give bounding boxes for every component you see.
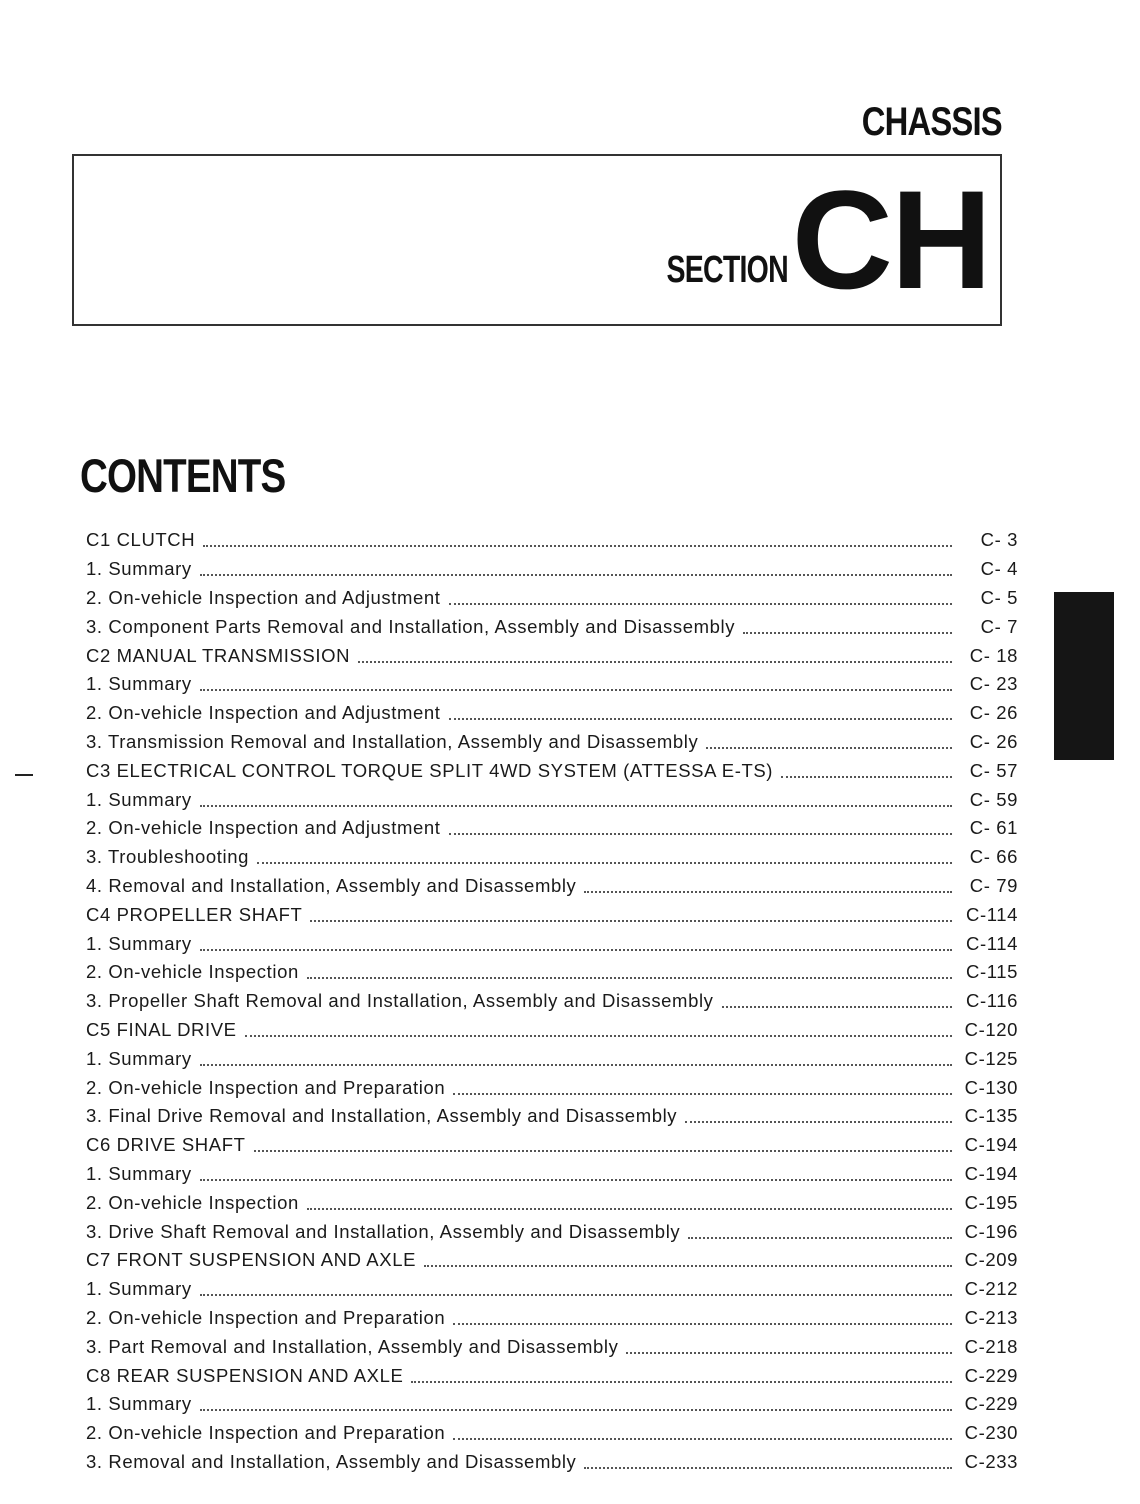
toc-entry-label: 3. Part Removal and Installation, Assembly and Disassembly xyxy=(86,1335,619,1357)
section-tab-marker xyxy=(1054,592,1114,760)
dot-leader xyxy=(449,833,952,835)
section-code: CH xyxy=(791,161,990,318)
toc-entry xyxy=(86,728,1018,757)
toc-entry xyxy=(86,756,1018,785)
toc-entry-page: C- 26 xyxy=(969,702,1018,724)
toc-entry-page: C-213 xyxy=(964,1306,1018,1328)
toc-entry-page: C- 3 xyxy=(980,529,1018,551)
toc-entry-page: C-116 xyxy=(965,990,1018,1012)
section-box xyxy=(72,154,1002,326)
toc-entry xyxy=(86,1131,1018,1160)
toc-entry xyxy=(86,1217,1018,1246)
dot-leader xyxy=(449,603,952,605)
dot-leader xyxy=(706,747,952,749)
toc-entry xyxy=(86,785,1018,814)
dot-leader xyxy=(245,1035,952,1037)
dot-leader xyxy=(688,1237,952,1239)
toc-entry xyxy=(86,1016,1018,1045)
section-label: SECTION xyxy=(666,249,788,291)
toc-entry xyxy=(86,1361,1018,1390)
dot-leader xyxy=(307,1208,952,1210)
dot-leader xyxy=(358,661,952,663)
toc-entry-label: 4. Removal and Installation, Assembly and Disassembly xyxy=(86,874,577,896)
toc-entry-page: C- 7 xyxy=(980,615,1018,637)
toc-entry-label: 2. On-vehicle Inspection and Preparation xyxy=(86,1306,446,1328)
dot-leader xyxy=(781,776,952,778)
toc-entry-label: 3. Drive Shaft Removal and Installation, Assembly and Disassembly xyxy=(86,1220,681,1242)
margin-mark xyxy=(15,774,33,776)
toc-entry-page: C-194 xyxy=(964,1162,1018,1184)
toc-entry-label: 1. Summary xyxy=(86,673,192,695)
toc-entry-page: C-114 xyxy=(965,932,1018,954)
toc-entry xyxy=(86,1275,1018,1304)
toc-entry-page: C-125 xyxy=(964,1047,1018,1069)
toc-entry-page: C- 5 xyxy=(980,586,1018,608)
toc-entry-label: 1. Summary xyxy=(86,558,192,580)
toc-entry-label: 1. Summary xyxy=(86,1393,192,1415)
toc-entry xyxy=(86,641,1018,670)
toc-entry xyxy=(86,555,1018,584)
toc-entry xyxy=(86,1188,1018,1217)
dot-leader xyxy=(449,718,952,720)
toc-entry xyxy=(86,1246,1018,1275)
dot-leader xyxy=(584,1467,952,1469)
contents-title: CONTENTS xyxy=(80,449,286,502)
dot-leader xyxy=(200,1294,952,1296)
toc-entry-page: C-229 xyxy=(964,1393,1018,1415)
dot-leader xyxy=(203,545,952,547)
toc-entry-page: C-229 xyxy=(964,1364,1018,1386)
toc-entry-label: 3. Troubleshooting xyxy=(86,846,250,868)
toc-entry xyxy=(86,814,1018,843)
toc-entry-page: C-120 xyxy=(964,1018,1018,1040)
toc-entry-page: C- 18 xyxy=(969,644,1018,666)
toc-entry-label: C1 CLUTCH xyxy=(86,529,196,551)
dot-leader xyxy=(424,1265,952,1267)
toc-entry-label: C8 REAR SUSPENSION AND AXLE xyxy=(86,1364,404,1386)
dot-leader xyxy=(453,1093,952,1095)
toc-entry xyxy=(86,1304,1018,1333)
toc-entry-label: 1. Summary xyxy=(86,1162,192,1184)
toc-entry-label: C7 FRONT SUSPENSION AND AXLE xyxy=(86,1249,417,1271)
toc-entry-page: C- 61 xyxy=(969,817,1018,839)
toc-entry xyxy=(86,1044,1018,1073)
dot-leader xyxy=(722,1006,952,1008)
toc-entry xyxy=(86,612,1018,641)
toc-entry xyxy=(86,1448,1018,1477)
toc-entry-page: C-135 xyxy=(964,1105,1018,1127)
dot-leader xyxy=(254,1150,952,1152)
toc-entry xyxy=(86,987,1018,1016)
dot-leader xyxy=(626,1352,952,1354)
toc-entry-label: 1. Summary xyxy=(86,1047,192,1069)
toc-entry xyxy=(86,699,1018,728)
toc-entry-label: 3. Transmission Removal and Installation, Assembly and Disassembly xyxy=(86,730,699,752)
dot-leader xyxy=(307,977,952,979)
toc-entry-page: C- 66 xyxy=(969,846,1018,868)
toc-entry-page: C-209 xyxy=(964,1249,1018,1271)
toc-entry-label: 2. On-vehicle Inspection and Preparation xyxy=(86,1422,446,1444)
toc-entry-label: 2. On-vehicle Inspection and Adjustment xyxy=(86,586,441,608)
dot-leader xyxy=(411,1381,952,1383)
toc-entry-page: C- 4 xyxy=(980,558,1018,580)
toc-entry xyxy=(86,1160,1018,1189)
toc-entry-label: 3. Final Drive Removal and Installation, Assembly and Disassembly xyxy=(86,1105,678,1127)
toc-entry-label: 2. On-vehicle Inspection xyxy=(86,1191,299,1213)
dot-leader xyxy=(584,891,952,893)
toc-entry xyxy=(86,958,1018,987)
toc-entry xyxy=(86,584,1018,613)
toc-entry xyxy=(86,526,1018,555)
toc-entry-label: C2 MANUAL TRANSMISSION xyxy=(86,644,351,666)
table-of-contents xyxy=(86,526,1018,1476)
dot-leader xyxy=(200,689,952,691)
toc-entry-page: C-196 xyxy=(964,1220,1018,1242)
toc-entry-page: C- 79 xyxy=(969,874,1018,896)
toc-entry-label: 3. Propeller Shaft Removal and Installation, Assembly and Disassembly xyxy=(86,990,714,1012)
toc-entry-page: C-218 xyxy=(964,1335,1018,1357)
toc-entry-page: C-195 xyxy=(964,1191,1018,1213)
dot-leader xyxy=(310,920,952,922)
toc-entry-label: 1. Summary xyxy=(86,932,192,954)
toc-entry xyxy=(86,670,1018,699)
toc-entry-page: C-130 xyxy=(964,1076,1018,1098)
dot-leader xyxy=(685,1121,952,1123)
dot-leader xyxy=(453,1438,952,1440)
toc-entry-page: C-114 xyxy=(965,903,1018,925)
toc-entry-page: C-233 xyxy=(964,1450,1018,1472)
dot-leader xyxy=(200,949,952,951)
toc-entry-page: C-194 xyxy=(964,1134,1018,1156)
dot-leader xyxy=(453,1323,952,1325)
toc-entry-label: C3 ELECTRICAL CONTROL TORQUE SPLIT 4WD SYSTEM (ATTESSA E-TS) xyxy=(86,759,774,781)
toc-entry-label: C4 PROPELLER SHAFT xyxy=(86,903,303,925)
dot-leader xyxy=(743,632,952,634)
toc-entry xyxy=(86,1073,1018,1102)
toc-entry-label: 2. On-vehicle Inspection and Adjustment xyxy=(86,702,441,724)
toc-entry-page: C-230 xyxy=(964,1422,1018,1444)
toc-entry xyxy=(86,1332,1018,1361)
toc-entry-label: 2. On-vehicle Inspection xyxy=(86,961,299,983)
toc-entry-label: 2. On-vehicle Inspection and Adjustment xyxy=(86,817,441,839)
dot-leader xyxy=(200,805,952,807)
toc-entry-label: 1. Summary xyxy=(86,788,192,810)
toc-entry-page: C- 23 xyxy=(969,673,1018,695)
toc-entry-label: 3. Component Parts Removal and Installation, Assembly and Disassembly xyxy=(86,615,736,637)
dot-leader xyxy=(200,1409,952,1411)
toc-entry-label: C6 DRIVE SHAFT xyxy=(86,1134,246,1156)
toc-entry-label: 1. Summary xyxy=(86,1278,192,1300)
dot-leader xyxy=(257,862,952,864)
toc-entry-page: C- 57 xyxy=(969,759,1018,781)
dot-leader xyxy=(200,1179,952,1181)
toc-entry xyxy=(86,900,1018,929)
toc-entry-page: C-115 xyxy=(965,961,1018,983)
toc-entry-label: 2. On-vehicle Inspection and Preparation xyxy=(86,1076,446,1098)
toc-entry xyxy=(86,872,1018,901)
chassis-title: CHASSIS xyxy=(861,100,1002,144)
toc-entry-label: C5 FINAL DRIVE xyxy=(86,1018,237,1040)
toc-entry xyxy=(86,1419,1018,1448)
toc-entry xyxy=(86,843,1018,872)
toc-entry xyxy=(86,929,1018,958)
toc-entry xyxy=(86,1102,1018,1131)
dot-leader xyxy=(200,1064,952,1066)
toc-entry-page: C-212 xyxy=(964,1278,1018,1300)
toc-entry-label: 3. Removal and Installation, Assembly and Disassembly xyxy=(86,1450,577,1472)
toc-entry-page: C- 59 xyxy=(969,788,1018,810)
dot-leader xyxy=(200,574,952,576)
toc-entry-page: C- 26 xyxy=(969,730,1018,752)
toc-entry xyxy=(86,1390,1018,1419)
